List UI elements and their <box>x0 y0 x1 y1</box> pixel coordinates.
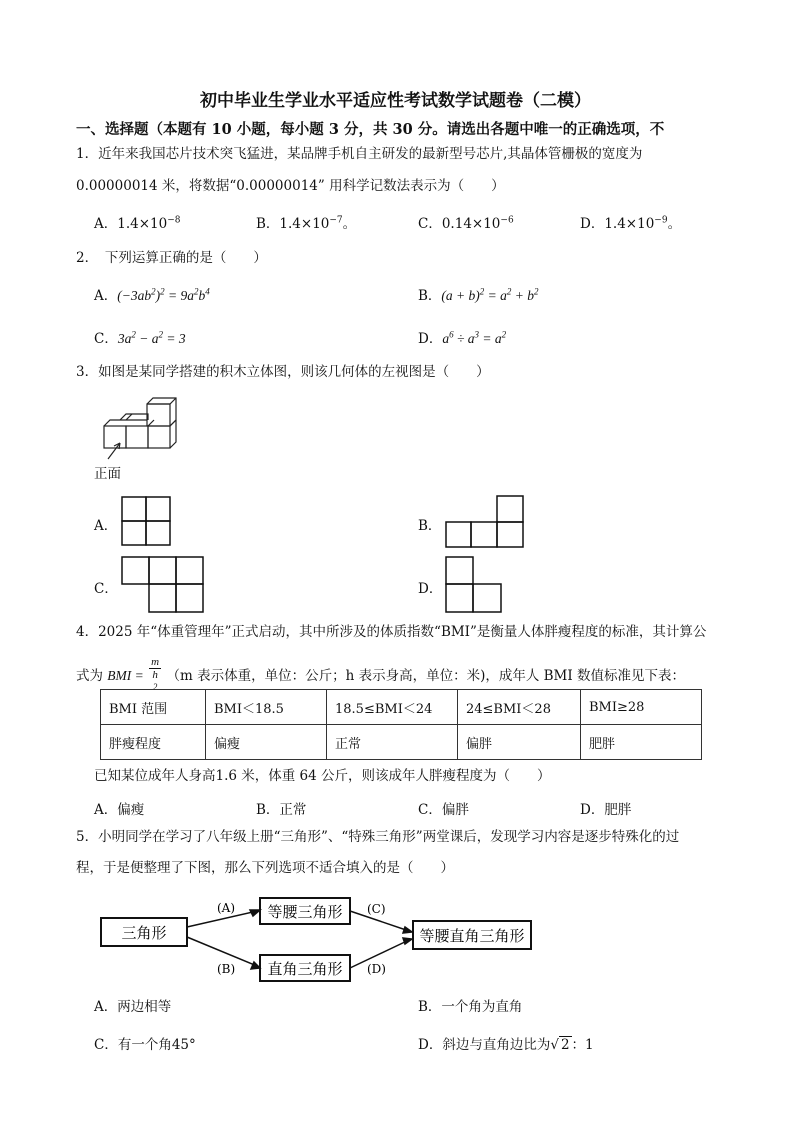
q3-stem: 3．如图是某同学搭建的积木立体图，则该几何体的左视图是（ ） <box>76 364 490 380</box>
section-heading: 一、选择题（本题有 10 小题，每小题 3 分，共 30 分。请选出各题中唯一的正确选项，不 <box>76 121 665 138</box>
table-cell: BMI 范围 <box>101 690 206 725</box>
table-cell: 偏瘦 <box>206 725 327 760</box>
table-cell: BMI＜18.5 <box>206 690 327 725</box>
q4-option-c[interactable]: C．偏胖 <box>418 802 469 818</box>
triangle-flow-diagram <box>95 893 545 988</box>
q1-option-d[interactable]: D．$1.4\times 10^{-9}$。 <box>580 215 682 232</box>
table-cell: 肥胖 <box>581 725 702 760</box>
q5-stem-line1: 5．小明同学在学习了八年级上册“三角形”、“特殊三角形”两堂课后，发现学习内容是逐步特殊化的过 <box>76 829 680 845</box>
q5-option-a[interactable]: A．两边相等 <box>94 999 172 1015</box>
page-title: 初中毕业生学业水平适应性考试数学试题卷（二模） <box>200 91 591 111</box>
diagram-box-isosceles-right: 等腰直角三角形 <box>419 927 525 945</box>
bmi-formula: BMI = m h $^2$ <box>107 656 160 692</box>
diagram-label-c: (C) <box>367 902 386 916</box>
bmi-table <box>100 689 702 760</box>
table-cell: 胖瘦程度 <box>101 725 206 760</box>
q2-option-c[interactable]: C．$3a^2 - a^2 = 3$ <box>94 329 186 347</box>
q4-stem-line2: 式为 BMI = m h $^2$ （m 表示体重，单位：公斤；h 表示身高，单位：米)，成年人 BMI 数值标准见下表： <box>76 656 686 692</box>
q2-option-b[interactable]: B．$(a + b)^2 = a^2 + b^2$ <box>418 286 539 304</box>
q3-option-d[interactable]: D． <box>418 581 443 597</box>
q4-option-d[interactable]: D．肥胖 <box>580 802 632 818</box>
q4-stem-line1: 4．2025 年“体重管理年”正式启动，其中所涉及的体质指数“BMI”是衡量人体胖瘦程度的标准，其计算公 <box>76 624 707 640</box>
q5-option-c[interactable]: C．有一个角45° <box>94 1037 196 1053</box>
table-cell: 正常 <box>327 725 458 760</box>
q5-option-d[interactable]: D．斜边与直角边比为√ 2 ：1 <box>418 1037 594 1053</box>
front-label: 正面 <box>94 466 121 482</box>
diagram-box-right: 直角三角形 <box>267 960 343 978</box>
q5-stem-line2: 程，于是便整理了下图，那么下列选项不适合填入的是（ ） <box>76 860 454 876</box>
q4-stem-line3: 已知某位成年人身高1.6 米，体重 64 公斤，则该成年人胖瘦程度为（ ） <box>94 768 551 784</box>
q3-option-b[interactable]: B． <box>418 518 442 534</box>
diagram-label-d: (D) <box>367 962 386 976</box>
q2-option-d[interactable]: D．$a^6 \div a^3 = a^2$ <box>418 329 507 347</box>
diagram-box-triangle: 三角形 <box>121 924 167 942</box>
q5-option-b[interactable]: B．一个角为直角 <box>418 999 523 1015</box>
q4-option-b[interactable]: B．正常 <box>256 802 307 818</box>
q3-option-a[interactable]: A． <box>94 518 118 534</box>
table-cell: BMI≥28 <box>581 690 702 725</box>
q3-option-a-figure[interactable] <box>121 496 171 546</box>
q2-stem: 2． 下列运算正确的是（ ） <box>76 250 267 266</box>
q1-option-c[interactable]: C．$0.14\times 10^{-6}$ <box>418 215 514 232</box>
table-cell: 24≤BMI＜28 <box>458 690 581 725</box>
q2-option-a[interactable]: A．$(-3ab^2)^2 = 9a^2b^4$ <box>94 286 210 304</box>
q3-option-b-figure[interactable] <box>445 495 525 549</box>
q1-option-a[interactable]: A．$1.4\times 10^{-8}$ <box>94 215 181 232</box>
q1-stem-line2: 0.00000014 米，将数据“0.00000014” 用科学记数法表示为（ ） <box>76 178 505 194</box>
block-solid-figure <box>100 396 180 460</box>
table-cell: 偏胖 <box>458 725 581 760</box>
table-cell: 18.5≤BMI＜24 <box>327 690 458 725</box>
table-row <box>101 725 702 760</box>
q1-option-b[interactable]: B．$1.4\times 10^{-7}$。 <box>256 215 357 232</box>
table-row <box>101 690 702 725</box>
q3-option-d-figure[interactable] <box>445 556 503 614</box>
q4-option-a[interactable]: A．偏瘦 <box>94 802 145 818</box>
q3-option-c[interactable]: C． <box>94 581 118 597</box>
q3-option-c-figure[interactable] <box>121 556 205 614</box>
q1-stem-line1: 1．近年来我国芯片技术突飞猛进，某品牌手机自主研发的最新型号芯片,其晶体管栅极的宽度为 <box>76 146 643 162</box>
diagram-label-b: (B) <box>217 962 236 976</box>
diagram-label-a: (A) <box>217 901 236 915</box>
diagram-box-isosceles: 等腰三角形 <box>267 903 343 921</box>
